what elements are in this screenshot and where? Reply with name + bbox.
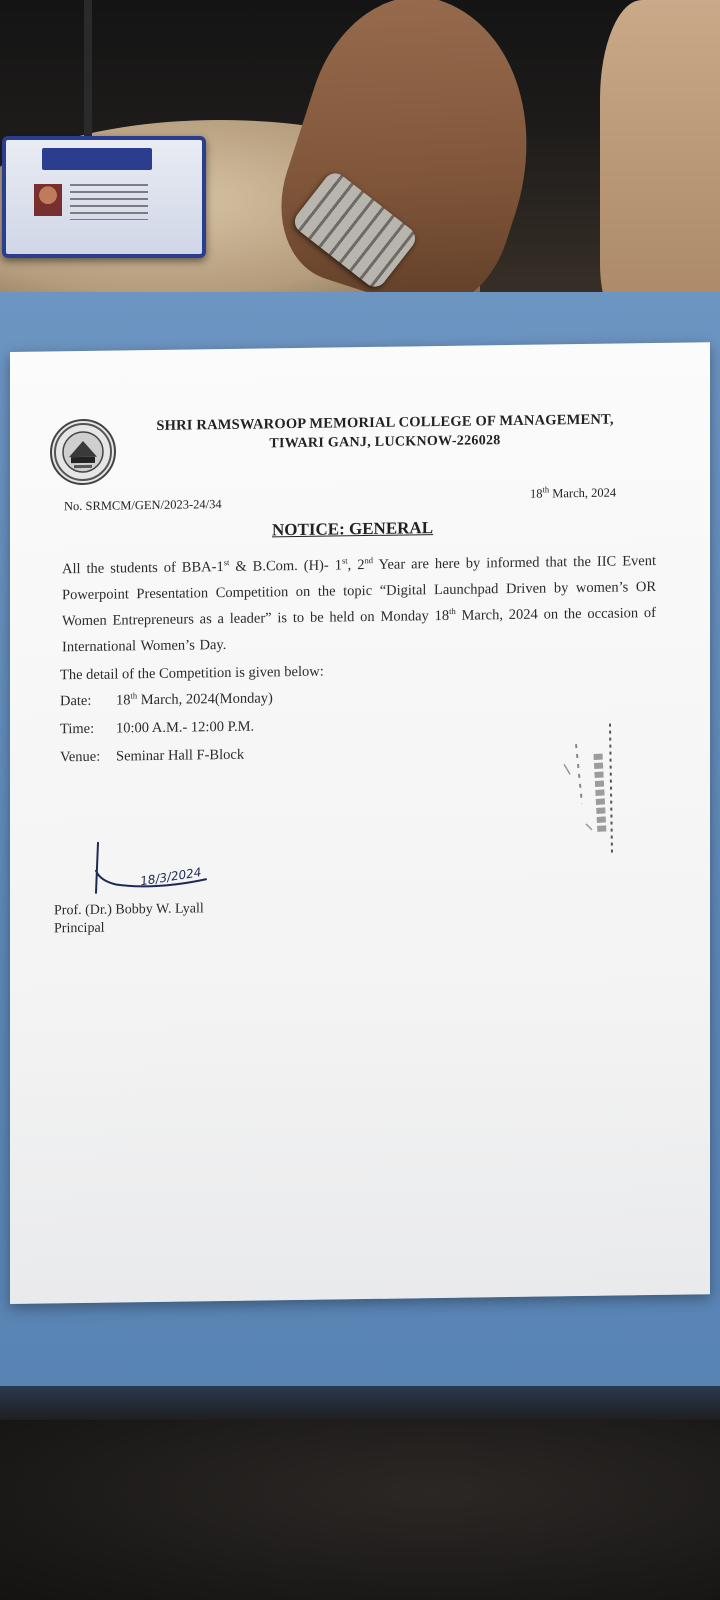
lanyard (84, 0, 92, 140)
floor-background (0, 1420, 720, 1600)
details-time (60, 719, 254, 739)
id-card-text-lines (70, 184, 148, 220)
notice-title: NOTICE: GENERAL (272, 518, 434, 540)
details-venue (60, 747, 244, 767)
notice-paper (10, 342, 710, 1304)
ink-stamp-mark (558, 713, 638, 864)
date-label: Date: (60, 692, 92, 710)
time-value: 10:00 A.M.- 12:00 P.M. (116, 718, 255, 737)
venue-label: Venue: (60, 748, 101, 766)
time-label: Time: (60, 720, 95, 738)
id-card-header (42, 148, 152, 170)
id-card-photo (34, 184, 62, 216)
signature-date: 18/3/2024 (139, 865, 203, 889)
signatory-title: Principal (54, 920, 105, 937)
details-intro: The detail of the Competition is given below: (60, 663, 324, 684)
college-logo-icon (50, 419, 116, 486)
notice-body: All the students of BBA-1st & B.Com. (H)- 1st, 2nd Year are here by informed that the IIC Event Powerpoint Presentation Competition on the topic “Digital Launchpad Driven by women’s OR Women Entrepreneurs as a leader” is to be held on Monday 18th March, 2024 on the occasion of International Women’s Day. (62, 552, 657, 656)
college-name: SHRI RAMSWAROOP MEMORIAL COLLEGE OF MANAGEMENT, (156, 411, 614, 434)
person-sleeve (600, 0, 720, 330)
signatory-name: Prof. (Dr.) Bobby W. Lyall (54, 901, 204, 919)
principal-signature (86, 839, 226, 901)
college-address: TIWARI GANJ, LUCKNOW-226028 (269, 433, 501, 452)
notice-date: 18th March, 2024 (530, 484, 617, 501)
id-card (2, 136, 206, 258)
reference-number: No. SRMCM/GEN/2023-24/34 (64, 497, 222, 514)
venue-value: Seminar Hall F-Block (116, 746, 245, 765)
details-date: Date: 18th March, 2024(Monday) (60, 690, 273, 710)
